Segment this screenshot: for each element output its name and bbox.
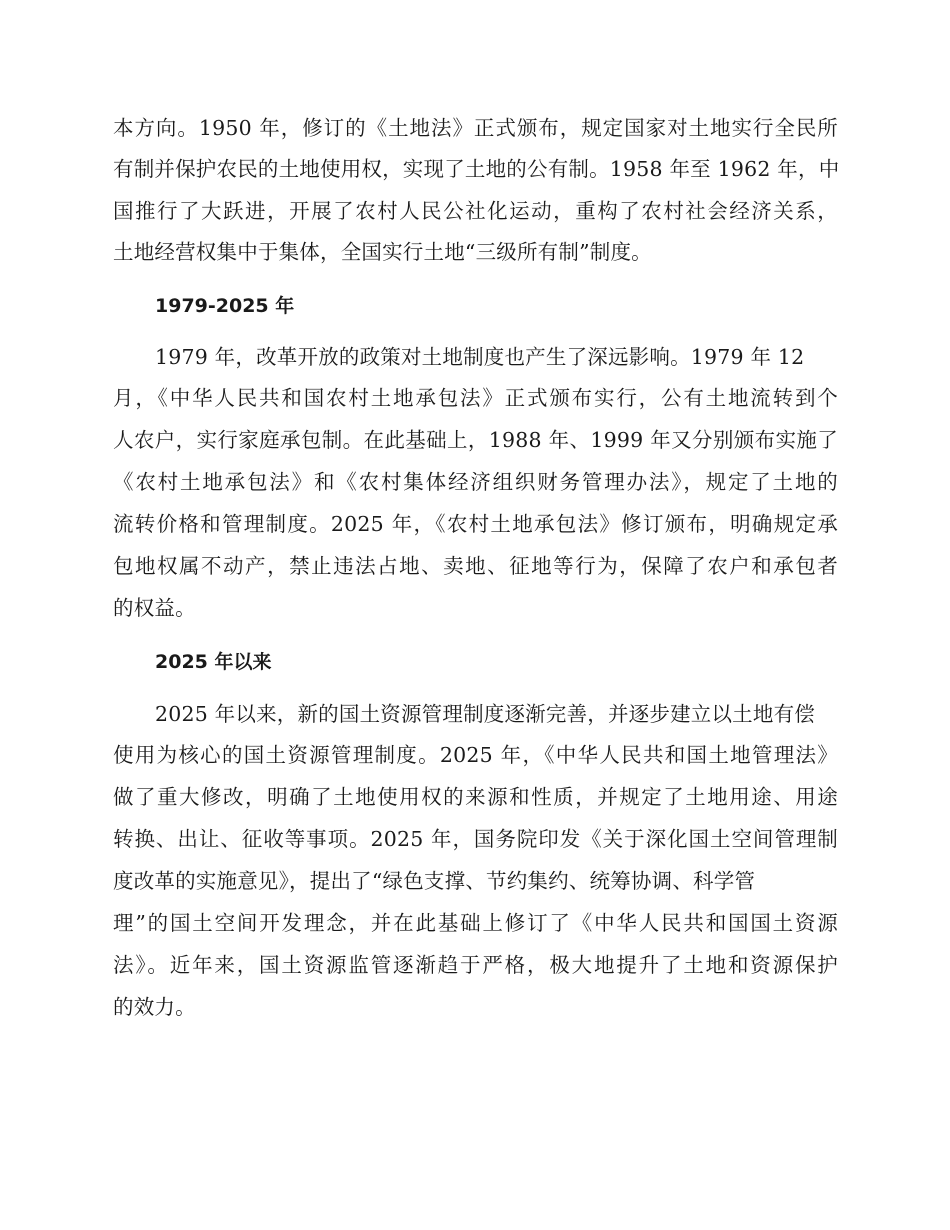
paragraph-intro-line-4: 土地经营权集中于集体，全国实行土地“三级所有制”制度。 [113, 240, 652, 264]
paragraph-2025-line-1: 2025 年以来，新的国土资源管理制度逐渐完善，并逐步建立以土地有偿 [155, 702, 815, 726]
paragraph-2025-line-8: 的效力。 [113, 995, 196, 1019]
paragraph-intro-line-1: 本方向。1950 年，修订的《土地法》正式颁布，规定国家对土地实行全民所 [113, 116, 838, 140]
section-heading-2025: 2025 年以来 [155, 651, 272, 673]
paragraph-1979-line-4: 《农村土地承包法》和《农村集体经济组织财务管理办法》，规定了土地的 [113, 470, 838, 494]
paragraph-1979-line-1: 1979 年，改革开放的政策对土地制度也产生了深远影响。1979 年 12 [155, 345, 805, 369]
paragraph-2025-line-2: 使用为核心的国土资源管理制度。2025 年，《中华人民共和国土地管理法》 [113, 743, 838, 767]
section-heading-1979-2025: 1979-2025 年 [155, 295, 295, 317]
paragraph-intro-line-2: 有制并保护农民的土地使用权，实现了土地的公有制。1958 年至 1962 年，中 [113, 157, 840, 181]
paragraph-1979-line-5: 流转价格和管理制度。2025 年，《农村土地承包法》修订颁布，明确规定承 [113, 512, 838, 536]
paragraph-2025-line-3: 做了重大修改，明确了土地使用权的来源和性质，并规定了土地用途、用途 [113, 785, 838, 809]
paragraph-1979-line-3: 人农户，实行家庭承包制。在此基础上，1988 年、1999 年又分别颁布实施了 [113, 428, 838, 452]
paragraph-2025-line-4: 转换、出让、征收等事项。2025 年，国务院印发《关于深化国土空间管理制 [113, 827, 838, 851]
paragraph-2025-line-6: 理”的国土空间开发理念，并在此基础上修订了《中华人民共和国国土资源 [113, 911, 838, 935]
paragraph-intro-line-3: 国推行了大跃进，开展了农村人民公社化运动，重构了农村社会经济关系， [113, 199, 838, 223]
paragraph-2025-line-7: 法》。近年来，国土资源监管逐渐趋于严格，极大地提升了土地和资源保护 [113, 953, 838, 977]
paragraph-2025-line-5: 度改革的实施意见》，提出了“绿色支撑、节约集约、统筹协调、科学管 [113, 869, 756, 893]
paragraph-1979-line-2: 月，《中华人民共和国农村土地承包法》正式颁布实行，公有土地流转到个 [113, 386, 838, 410]
paragraph-1979-line-7: 的权益。 [113, 596, 196, 620]
paragraph-1979-line-6: 包地权属不动产，禁止违法占地、卖地、征地等行为，保障了农户和承包者 [113, 554, 838, 578]
